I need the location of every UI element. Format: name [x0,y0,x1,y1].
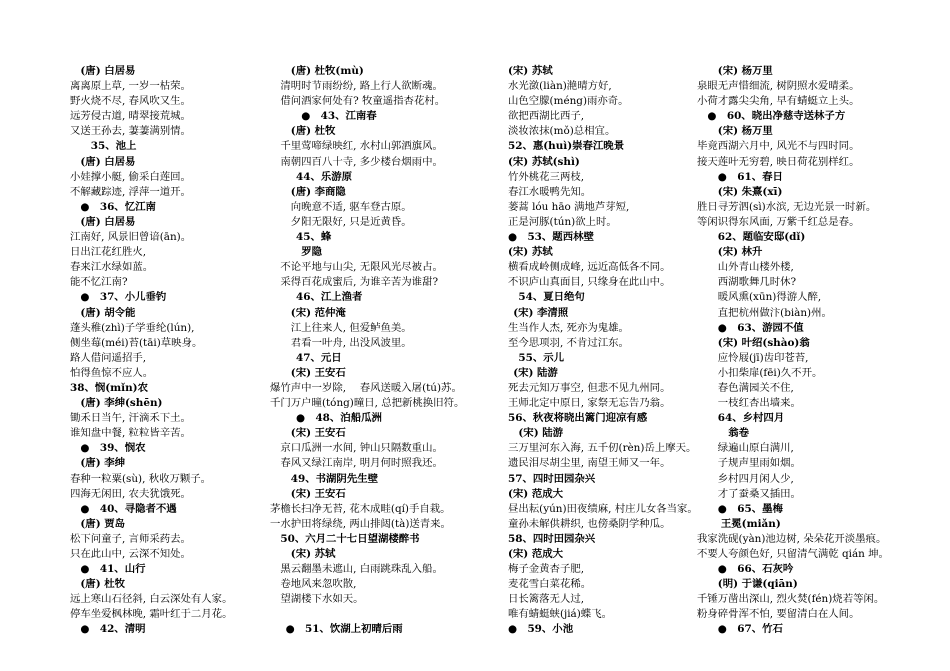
poem-line: 春风又绿江南岸, 明月何时照我还。 [280,457,443,470]
poem-line: 爆竹声中一岁除, 春风送暖入屠(tú)苏。 [270,381,462,394]
poem-column-3 [508,64,718,638]
poem-line: 日出江花红胜火, [70,246,147,259]
poem-line: 粉身碎骨浑不怕, 要留清白在人间。 [697,608,860,621]
poem-line: 山外青山楼外楼, [717,261,794,274]
poem-line: 京口瓜洲一水间, 钟山只隔数重山。 [280,442,443,455]
poem-line: 唯有蜻蜓蛱(jiá)蝶飞。 [508,608,612,621]
poem-line: 小荷才露尖尖角, 早有蜻蜓立上头。 [697,95,860,108]
poem-line: 春江水暖鸭先知。 [508,185,592,198]
poem-heading: ● 37、小儿垂钓 [80,291,167,304]
poem-line: 我家洗砚(yàn)池边树, 朵朵花开淡墨痕。 [697,532,887,545]
poem-line: 卷地风来忽吹散, [280,578,357,591]
poem-line: 正是河豚(tún)欲上时。 [508,215,617,228]
poem-heading: (宋) 苏轼 [508,65,553,77]
poem-heading: 王冕(miǎn) [720,517,781,530]
poem-heading: (宋) 朱熹(xī) [717,185,783,198]
poem-line: 春来江水绿如蓝。 [70,261,154,274]
poem-heading: (宋) 李清照 [513,306,569,319]
poem-line: 死去元知万事空, 但悲不见九州同。 [508,381,671,394]
poem-heading: (宋) 苏轼(shì) [508,155,580,168]
poem-line: 怕得鱼惊不应人。 [70,366,154,379]
poem-line: 王师北定中原日, 家祭无忘告乃翁。 [508,397,671,410]
poem-heading: (唐) 杜牧 [290,125,336,138]
poem-line: 千门万户曈(tóng)曈日, 总把新桃换旧符。 [270,397,465,410]
poem-heading: (宋) 王安石 [290,427,346,440]
poem-heading: 55、示儿 [518,351,565,364]
poem-line: 谁知盘中餐, 粒粒皆辛苦。 [70,427,191,440]
poem-heading: ● 61、春日 [717,170,783,183]
poem-heading: 57、四时田园杂兴 [508,472,596,485]
poem-line: 直把杭州做汴(biàn)州。 [717,306,832,319]
poem-heading: ● 42、清明 [80,623,146,636]
poem-heading: 47、元日 [296,351,342,364]
poem-line: 离离原上草, 一岁一枯荣。 [70,80,191,93]
poem-line: 至今思项羽, 不肯过江东。 [508,336,629,349]
poem-heading: ● 41、山行 [80,563,146,576]
blank-line [270,607,480,622]
poem-line: 乡村四月闲人少, [717,472,794,485]
poem-heading: (宋) 范仲淹 [290,306,346,319]
poem-heading: (宋) 苏轼 [508,246,553,259]
poem-heading: (唐) 白居易 [80,215,136,228]
poem-line: 侧坐莓(méi)苔(tāi)草映身。 [70,336,203,349]
poem-heading: (宋) 陆游 [518,427,564,440]
poem-column-1 [70,64,280,638]
poem-heading: 46、江上渔者 [296,291,363,304]
poem-heading: 翁卷 [728,427,749,440]
poem-line: 梅子金黄杏子肥, [508,563,585,576]
poem-line: 不识庐山真面目, 只缘身在此山中。 [508,276,671,289]
poem-heading: (宋) 杨万里 [717,65,773,77]
poem-line: 小娃撑小艇, 偷采白莲回。 [70,170,191,183]
poem-line: 四海无闲田, 农夫犹饿死。 [70,487,191,500]
poem-line: 日长篱落无人过, [508,593,585,606]
poem-line: 应怜屐(jī)齿印苍苔, [717,351,809,364]
poem-line: 春种一粒粟(sù), 秋收万颗子。 [70,472,212,485]
poem-heading: ● 66、石灰吟 [717,563,794,576]
poem-heading: ● 65、墨梅 [717,502,783,515]
poem-line: 停车坐爱枫林晚, 霜叶红于二月花。 [70,608,233,621]
poem-heading: 54、夏日绝句 [518,291,585,304]
poem-line: 竹外桃花三两枝, [508,170,585,183]
poem-heading: 64、乡村四月 [717,412,785,425]
poem-line: 三万里河东入海, 五千仞(rèn)岳上摩天。 [508,442,697,455]
poem-line: 千锤万凿出深山, 烈火焚(fén)烧若等闲。 [697,593,885,606]
poem-heading: (宋) 王安石 [290,487,346,500]
poem-heading: (唐) 白居易 [80,65,136,77]
poem-heading: (宋) 苏轼 [290,548,336,560]
poem-line: 君看一叶舟, 出没风波里。 [290,336,412,349]
poem-heading: ● 63、游园不值 [717,321,804,334]
poem-line: 一枝红杏出墙来。 [717,397,801,410]
poem-heading: 35、池上 [90,140,137,153]
poem-line: 横看成岭侧成峰, 远近高低各不同。 [508,261,671,274]
poem-line: 接天莲叶无穷碧, 映日荷花别样红。 [697,155,860,168]
poem-line: 昼出耘(yún)田夜绩麻, 村庄儿女各当家。 [508,502,698,515]
poem-line: 遗民泪尽胡尘里, 南望王师又一年。 [508,457,671,470]
poem-line: 不论平地与山尖, 无限风光尽被占。 [280,261,443,274]
poem-line: 借问酒家何处有? 牧童遥指杏花村。 [280,95,446,108]
poem-heading: 44、乐游原 [296,170,353,183]
poem-column-4 [697,64,907,638]
poem-heading: ● 43、江南春 [301,110,377,123]
poem-line: 望湖楼下水如天。 [280,593,364,606]
poem-heading: (唐) 杜牧(mù) [290,65,364,77]
poem-line: 夕阳无限好, 只是近黄昏。 [290,215,412,228]
poem-heading: (宋) 王安石 [290,366,346,379]
poem-heading: ● 40、寻隐者不遇 [80,502,177,515]
poem-heading: 56、秋夜将晓出篱门迎凉有感 [508,412,648,425]
poem-heading: (宋) 陆游 [513,366,558,379]
poem-line: 麦花雪白菜花稀。 [508,578,592,591]
poem-line: 采得百花成蜜后, 为谁辛苦为谁甜? [280,276,439,289]
poem-heading: 58、四时田园杂兴 [508,532,596,545]
poem-heading: (宋) 范成大 [508,548,564,560]
poem-line: 茅檐长扫净无苔, 花木成畦(qí)手自栽。 [270,502,451,515]
poem-line: 蒌蒿 lóu hāo 满地芦芽短, [508,200,630,213]
poem-line: 淡妆浓抹(mǒ)总相宜。 [508,125,616,138]
poem-heading: (唐) 李绅(shēn) [80,397,163,410]
poem-line: 西湖歌舞几时休? [717,276,797,289]
poem-line: 水光潋(liàn)滟晴方好, [508,80,612,93]
poem-line: 又送王孙去, 萋萋满别情。 [70,125,191,138]
poem-line: 不要人夸颜色好, 只留清气满乾 qián 坤。 [697,548,889,560]
poem-line: 春色满园关不住, [717,381,794,394]
poem-heading: (宋) 林升 [717,246,763,259]
poem-heading: ● 59、小池 [508,623,574,636]
poem-line: 等闲识得东风面, 万紫千红总是春。 [697,215,860,228]
poem-heading: (宋) 叶绍(shào)翁 [717,336,810,349]
poem-line: 暖风熏(xūn)得游人醉, [717,291,822,304]
poem-heading: 52、惠(huì)崇春江晚景 [508,140,625,153]
poem-line: 江南好, 风景旧曾谙(ān)。 [70,231,192,244]
poem-heading: (宋) 杨万里 [717,125,773,138]
poem-heading: (唐) 白居易 [80,155,136,168]
poem-column-2 [270,64,480,638]
poem-line: 不解藏踪迹, 浮萍一道开。 [70,185,191,198]
poem-line: 欲把西湖比西子, [508,110,585,123]
poem-heading: ● 51、饮湖上初晴后雨 [285,623,403,636]
poem-line: 胜日寻芳泗(sì)水滨, 无边光景一时新。 [697,200,877,213]
poem-heading: 62、题临安邸(dǐ) [717,231,806,244]
poem-heading: ● 36、忆江南 [80,200,156,213]
poem-line: 能不忆江南? [70,276,128,289]
poem-line: 泉眼无声惜细流, 树阴照水爱晴柔。 [697,80,860,93]
poem-line: 绿遍山原白满川, [717,442,794,455]
poem-line: 一水护田将绿绕, 两山排闼(tà)送青来。 [270,517,451,530]
poem-heading: 38、悯(mǐn)农 [70,381,148,394]
poem-heading: (唐) 胡令能 [80,306,136,319]
poem-heading: ● 39、悯农 [80,442,146,455]
poem-line: 江上往来人, 但爱鲈鱼美。 [290,321,412,334]
poem-heading: ● 67、竹石 [717,623,783,636]
poem-line: 锄禾日当午, 汗滴禾下土。 [70,412,191,425]
poem-line: 黑云翻墨未遮山, 白雨跳珠乱入船。 [280,563,443,576]
poem-heading: (宋) 范成大 [508,487,564,500]
poem-heading: (唐) 李绅 [80,457,126,470]
poem-line: 才了蚕桑又插田。 [717,487,801,500]
poem-line: 远上寒山石径斜, 白云深处有人家。 [70,593,233,606]
poem-heading: ● 53、题西林壁 [508,231,594,244]
poem-heading: (唐) 贾岛 [80,517,126,530]
poem-heading: 50、六月二十七日望湖楼醉书 [280,532,420,545]
poem-line: 远芳侵古道, 晴翠接荒城。 [70,110,191,123]
poem-heading: (唐) 李商隐 [290,185,346,198]
poem-line: 野火烧不尽, 春风吹又生。 [70,95,191,108]
poem-line: 清明时节雨纷纷, 路上行人欲断魂。 [280,80,443,93]
poem-heading: 49、书湖阴先生壁 [290,472,378,485]
poem-line: 松下问童子, 言师采药去。 [70,532,191,545]
poem-line: 路人借问遥招手, [70,351,147,364]
poem-line: 子规声里雨如烟。 [717,457,801,470]
poem-heading: 45、蜂 [296,231,332,244]
poem-line: 只在此山中, 云深不知处。 [70,548,191,560]
poem-heading: 罗隐 [301,246,322,259]
poem-line: 千里莺啼绿映红, 水村山郭酒旗风。 [280,140,443,153]
poem-heading: ● 48、泊船瓜洲 [296,412,382,425]
poem-line: 童孙未解供耕织, 也傍桑阴学种瓜。 [508,517,671,530]
poem-heading: (明) 于谦(qiān) [717,578,798,591]
poem-line: 向晚意不适, 驱车登古原。 [290,200,412,213]
poem-line: 生当作人杰, 死亦为鬼雄。 [508,321,629,334]
poem-line: 山色空朦(méng)雨亦奇。 [508,95,629,108]
poem-line: 毕竟西湖六月中, 风光不与四时同。 [697,140,860,153]
poem-line: 小扣柴扉(fēi)久不开。 [717,366,823,379]
poem-heading: ● 60、晓出净慈寺送林子方 [707,110,846,123]
poem-heading: (唐) 杜牧 [80,578,126,591]
poem-line: 蓬头稚(zhì)子学垂纶(lún), [70,321,195,334]
poem-line: 南朝四百八十寺, 多少楼台烟雨中。 [280,155,443,168]
